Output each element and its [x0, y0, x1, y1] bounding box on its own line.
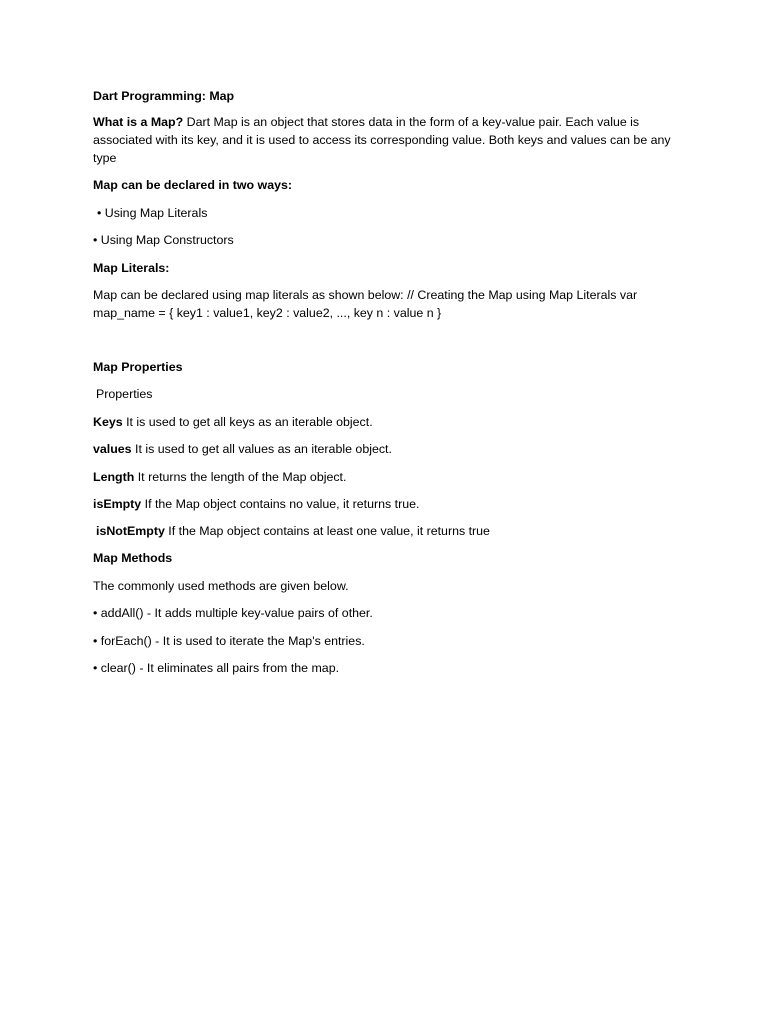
property-name: isNotEmpty: [96, 524, 165, 538]
intro-paragraph: [93, 113, 673, 167]
property-desc: If the Map object contains no value, it returns true.: [141, 497, 420, 511]
properties-subheading: Properties: [96, 387, 153, 401]
intro-text: Dart Map is an object that stores data in the form of a key-value pair. Each value is associated with its key, and it is used to access its corresponding value. Both keys and values can be any type: [93, 115, 671, 165]
property-desc: It is used to get all keys as an iterable object.: [122, 415, 373, 429]
page-title: Dart Programming: Map: [93, 89, 235, 103]
property-item: [93, 413, 673, 431]
method-item: • forEach() - It is used to iterate the Map's entries.: [93, 634, 365, 648]
method-item: • clear() - It eliminates all pairs from the map.: [93, 661, 340, 675]
literals-paragraph: Map can be declared using map literals as shown below: // Creating the Map using Map Literals var map_name = { key1 : value1, key2 : value2, ..., key n : value n }: [93, 288, 638, 320]
methods-heading: Map Methods: [93, 551, 173, 565]
property-name: isEmpty: [93, 497, 142, 511]
property-item: [93, 468, 673, 486]
declare-way-item: • Using Map Constructors: [93, 233, 234, 247]
properties-heading: Map Properties: [93, 360, 183, 374]
literals-heading: Map Literals:: [93, 261, 170, 275]
method-item: • addAll() - It adds multiple key-value pairs of other.: [93, 606, 373, 620]
property-item: [93, 440, 673, 458]
property-name: Length: [93, 470, 135, 484]
property-name: Keys: [93, 415, 123, 429]
property-desc: It returns the length of the Map object.: [134, 470, 347, 484]
property-name: values: [93, 442, 132, 456]
methods-intro: The commonly used methods are given below.: [93, 579, 349, 593]
intro-label: What is a Map?: [93, 115, 184, 129]
property-item: [93, 495, 673, 513]
declare-way-item: • Using Map Literals: [97, 206, 208, 220]
declare-heading: Map can be declared in two ways:: [93, 178, 292, 192]
property-desc: It is used to get all values as an iterable object.: [131, 442, 392, 456]
property-item: [96, 522, 676, 540]
property-desc: If the Map object contains at least one value, it returns true: [164, 524, 490, 538]
